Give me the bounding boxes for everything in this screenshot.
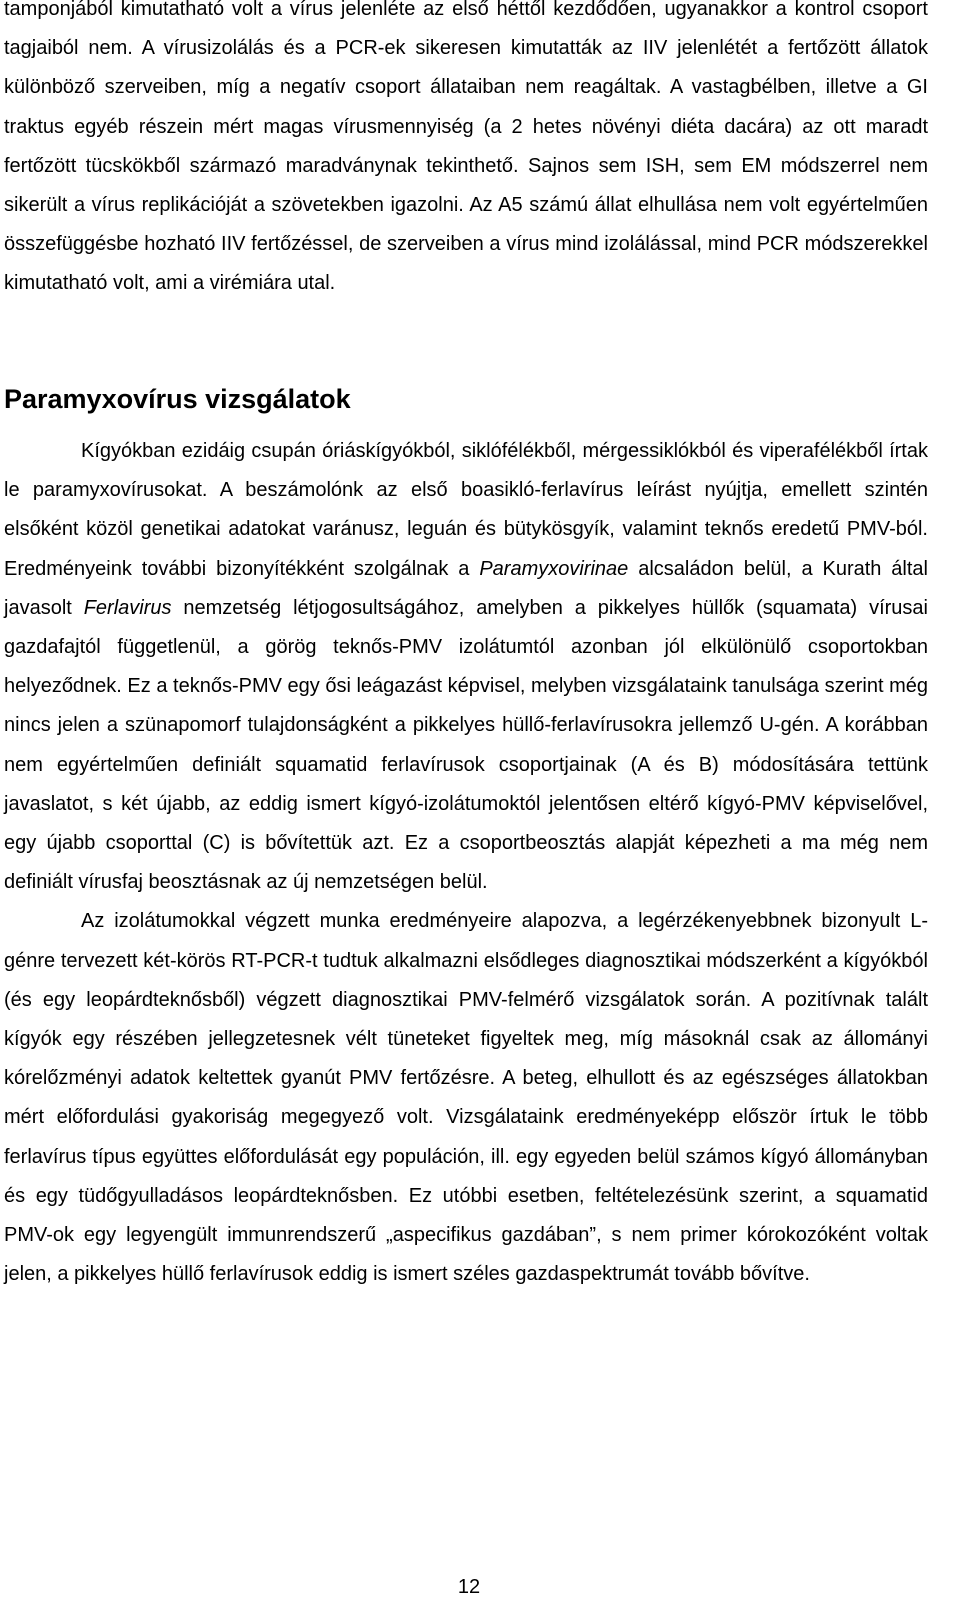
page-number: 12 (457, 1576, 481, 1598)
body-paragraph-3: Az izolátumokkal végzett munka eredményeire alapozva, a legérzékenyebbnek bizonyult L-génre tervezett két-körös RT-PCR-t tudtuk alkalmazni elsődleges diagnosztikai módszerként a kígyókból (és egy leopárdteknősből) végzett diagnosztikai PMV-felmérő vizsgálatok során. A pozitívnak talált kígyók egy részében jellegzetesnek vélt tüneteket figyeltek meg, míg másoknál csak az állományi kórelőzményi adatok keltettek gyanút PMV fertőzésre. A beteg, elhullott és az egészséges állatokban mért előfordulási gyakoriság megegyező volt. Vizsgálataink eredményeképp először írtuk le több ferlavírus típus együttes előfordulását egy populáción, ill. egy egyeden belül számos kígyó állományban és egy tüdőgyulladásos leopárdteknősben. Ez utóbbi esetben, feltételezésünk szerint, a squamatid PMV-ok egy legyengült immunrendszerű „aspecifikus gazdában”, s nem primer kórokozóként voltak jelen, a pikkelyes hüllő ferlavírusok eddig is ismert széles gazdaspektrumát tovább bővítve. (4, 910, 928, 1286)
document-page (4, 0, 928, 1598)
paragraph-2-text-c: nemzetség létjogosultságához, amelyben a pikkelyes hüllők (squamata) vírusai gazdafajtól függetlenül, a görög teknős-PMV izolátumtól azonban jól elkülönülő csoportokban helyeződnek. Ez a teknős-PMV egy ősi leágazást képvisel, melyben vizsgálataink tanulsága szerint még nincs jelen a szünapomorf tulajdonságként a pikkelyes hüllő-ferlavírusokra jellemző U-gén. A korábban nem egyértelműen definiált squamatid ferlavírusok csoportjainak (A és B) módosítására tettünk javaslatot, s két újabb, az eddig ismert kígyó-izolátumoktól jelentősen eltérő kígyó-PMV képviselővel, egy újabb csoporttal (C) is bővítettük azt. Ez a csoportbeosztás alapját képezheti a ma még nem definiált vírusfaj beosztásnak az új nemzetségen belül. (4, 596, 928, 894)
body-paragraph-2 (4, 432, 928, 902)
taxon-ferlavirus: Ferlavirus (83, 596, 172, 619)
taxon-paramyxovirinae: Paramyxovirinae (479, 557, 629, 580)
section-body (4, 432, 928, 1294)
body-paragraph-1: tamponjából kimutatható volt a vírus jelenléte az első héttől kezdődően, ugyanakkor a kontrol csoport tagjaiból nem. A vírusizolálás és a PCR-ek sikeresen kimutatták az IIV jelenlétét a fertőzött állatok különböző szerveiben, míg a negatív csoport állataiban nem reagáltak. A vastagbélben, illetve a GI traktus egyéb részein mért magas vírusmennyiség (a 2 hetes növényi diéta dacára) az ott maradt fertőzött tücskökből származó maradványnak tekinthető. Sajnos sem ISH, sem EM módszerrel nem sikerült a vírus replikációját a szövetekben igazolni. Az A5 számú állat elhullása nem volt egyértelműen összefüggésbe hozható IIV fertőzéssel, de szerveiben a vírus mind izolálással, mind PCR módszerekkel kimutatható volt, ami a virémiára utal. (4, 0, 928, 295)
section-heading: Paramyxovírus vizsgálatok (4, 384, 351, 414)
paragraph-2-text-a: Kígyókban ezidáig csupán óriáskígyókból, siklófélékből, mérgessiklókból és viperafélékből írtak le paramyxovírusokat. A beszámolónk az első boasikló-ferlavírus leírást nyújtja, emellett szintén elsőként közöl genetikai adatokat varánusz, leguán és bütykösgyík, valamint teknős eredetű PMV-ból. Eredményeink további bizonyítékként szolgálnak a (4, 440, 928, 580)
paragraph-2-text-b: alcsaládon belül, a Kurath által javasolt (4, 557, 928, 619)
